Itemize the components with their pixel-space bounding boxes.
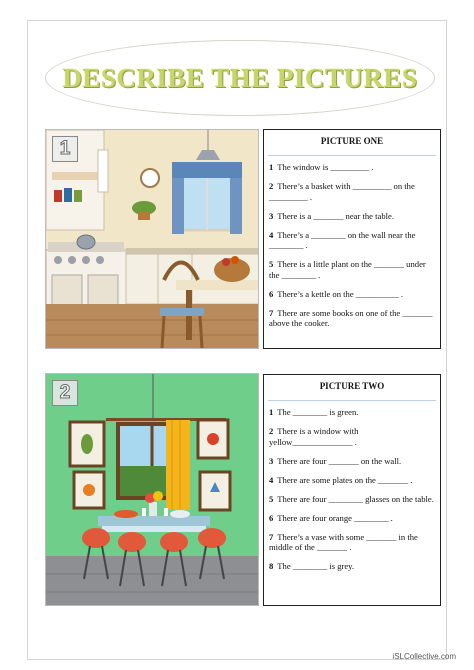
worksheet-title: DESCRIBE THE PICTURES <box>62 62 418 93</box>
question-list <box>264 401 440 572</box>
question-item: 8 The ________ is grey. <box>269 561 355 571</box>
question-item: 4 There’s a ________ on the wall near the ________ . <box>269 229 416 250</box>
questions-box-picture-two <box>263 374 441 606</box>
question-item: 6 There’s a kettle on the __________ . <box>269 288 404 299</box>
title-oval <box>45 40 435 116</box>
question-item: 5 There is a little plant on the _______ under the ________ . <box>269 259 426 280</box>
kitchen-illustration <box>46 130 259 349</box>
questions-box-picture-one <box>263 129 441 349</box>
footer-watermark: iSLCollective.com <box>392 652 456 661</box>
dining-room-picture <box>45 373 259 606</box>
question-item: 7 There are some books on one of the _______ above the cooker. <box>269 307 433 328</box>
question-list <box>264 156 440 329</box>
question-item: 6 There are four orange ________ . <box>269 512 393 523</box>
question-item: 1 The window is _________ . <box>269 162 374 172</box>
kitchen-picture <box>45 129 259 349</box>
dining-room-illustration <box>46 374 259 606</box>
question-item: 5 There are four ________ glasses on the table. <box>269 493 434 504</box>
picture-number-badge: 1 <box>52 136 78 162</box>
question-item: 7 There’s a vase with some _______ in the middle of the _______ . <box>269 531 418 552</box>
question-item: 4 There are some plates on the _______ . <box>269 474 413 485</box>
section-heading: PICTURE ONE <box>268 130 436 156</box>
question-item: 3 There is a _______ near the table. <box>269 210 394 221</box>
question-item: 3 There are four _______ on the wall. <box>269 455 402 466</box>
picture-number-badge: 2 <box>52 380 78 406</box>
question-item: 2 There’s a basket with _________ on the _________ . <box>269 181 415 202</box>
section-heading: PICTURE TWO <box>268 375 436 401</box>
question-item: 1 The ________ is green. <box>269 407 359 417</box>
question-item: 2 There is a window with yellow______________ . <box>269 426 359 447</box>
